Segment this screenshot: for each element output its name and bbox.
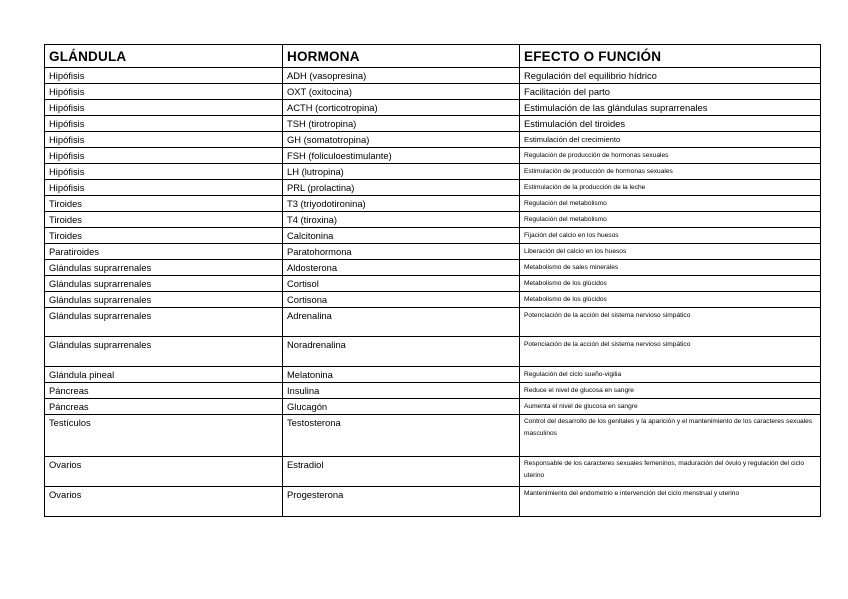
gland-cell: Paratiroides xyxy=(45,244,283,260)
gland-cell: Testículos xyxy=(45,415,283,457)
header-hormone: HORMONA xyxy=(283,45,520,68)
effect-cell: Metabolismo de sales minerales xyxy=(520,260,821,276)
hormone-cell: Cortisona xyxy=(283,292,520,308)
gland-cell: Glándulas suprarrenales xyxy=(45,308,283,337)
effect-cell: Control del desarrollo de los genitales y la aparición y el mantenimiento de los caracteres sexuales masculinos xyxy=(520,415,821,457)
effect-cell: Metabolismo de los glúcidos xyxy=(520,276,821,292)
table-row xyxy=(45,196,821,212)
hormone-cell: Estradiol xyxy=(283,457,520,487)
gland-cell: Hipófisis xyxy=(45,180,283,196)
gland-cell: Hipófisis xyxy=(45,164,283,180)
hormone-cell: Melatonina xyxy=(283,367,520,383)
effect-cell: Fijación del calcio en los huesos xyxy=(520,228,821,244)
hormone-cell: GH (somatotropina) xyxy=(283,132,520,148)
table-row xyxy=(45,308,821,337)
effect-cell: Regulación del metabolismo xyxy=(520,212,821,228)
hormone-cell: ACTH (corticotropina) xyxy=(283,100,520,116)
gland-cell: Glándulas suprarrenales xyxy=(45,260,283,276)
effect-cell: Estimulación de las glándulas suprarrenales xyxy=(520,100,821,116)
hormone-cell: LH (lutropina) xyxy=(283,164,520,180)
hormone-cell: Cortisol xyxy=(283,276,520,292)
table-row xyxy=(45,260,821,276)
table-row xyxy=(45,457,821,487)
gland-cell: Tiroides xyxy=(45,212,283,228)
gland-cell: Hipófisis xyxy=(45,148,283,164)
hormone-cell: T4 (tiroxina) xyxy=(283,212,520,228)
hormone-cell: Aldosterona xyxy=(283,260,520,276)
hormone-cell: PRL (prolactina) xyxy=(283,180,520,196)
table-row xyxy=(45,337,821,367)
effect-cell: Potenciación de la acción del sistema nervioso simpático xyxy=(520,337,821,367)
hormone-cell: Calcitonina xyxy=(283,228,520,244)
hormone-cell: OXT (oxitocina) xyxy=(283,84,520,100)
table-header-row xyxy=(45,45,821,68)
table-row xyxy=(45,367,821,383)
hormone-cell: Glucagón xyxy=(283,399,520,415)
gland-cell: Ovarios xyxy=(45,457,283,487)
gland-cell: Páncreas xyxy=(45,383,283,399)
gland-cell: Hipófisis xyxy=(45,84,283,100)
effect-cell: Facilitación del parto xyxy=(520,84,821,100)
header-effect: EFECTO O FUNCIÓN xyxy=(520,45,821,68)
hormone-cell: Noradrenalina xyxy=(283,337,520,367)
gland-cell: Hipófisis xyxy=(45,116,283,132)
effect-cell: Estimulación de la producción de la leche xyxy=(520,180,821,196)
gland-cell: Páncreas xyxy=(45,399,283,415)
effect-cell: Mantenimiento del endometrio e intervención del ciclo menstrual y uterino xyxy=(520,487,821,517)
table-row xyxy=(45,100,821,116)
table-row xyxy=(45,383,821,399)
hormone-cell: TSH (tirotropina) xyxy=(283,116,520,132)
effect-cell: Regulación del ciclo sueño-vigilia xyxy=(520,367,821,383)
hormone-cell: ADH (vasopresina) xyxy=(283,68,520,84)
hormone-cell: FSH (foliculoestimulante) xyxy=(283,148,520,164)
gland-cell: Glándulas suprarrenales xyxy=(45,337,283,367)
effect-cell: Estimulación del tiroides xyxy=(520,116,821,132)
gland-cell: Glándulas suprarrenales xyxy=(45,292,283,308)
hormone-cell: Adrenalina xyxy=(283,308,520,337)
effect-cell: Estimulación del crecimiento xyxy=(520,132,821,148)
table-row xyxy=(45,399,821,415)
effect-cell: Liberación del calcio en los huesos xyxy=(520,244,821,260)
effect-cell: Aumenta el nivel de glucosa en sangre xyxy=(520,399,821,415)
effect-cell: Regulación del metabolismo xyxy=(520,196,821,212)
effect-cell: Regulación de producción de hormonas sexuales xyxy=(520,148,821,164)
gland-cell: Hipófisis xyxy=(45,132,283,148)
hormone-cell: T3 (triyodotironina) xyxy=(283,196,520,212)
hormone-cell: Testosterona xyxy=(283,415,520,457)
effect-cell: Regulación del equilibrio hídrico xyxy=(520,68,821,84)
hormone-cell: Progesterona xyxy=(283,487,520,517)
table-row xyxy=(45,164,821,180)
table-row xyxy=(45,132,821,148)
table-row xyxy=(45,415,821,457)
gland-cell: Ovarios xyxy=(45,487,283,517)
table-row xyxy=(45,148,821,164)
gland-cell: Hipófisis xyxy=(45,100,283,116)
effect-cell: Responsable de los caracteres sexuales femeninos, maduración del óvulo y regulación del ciclo uterino xyxy=(520,457,821,487)
gland-cell: Tiroides xyxy=(45,196,283,212)
table-row xyxy=(45,487,821,517)
table-row xyxy=(45,244,821,260)
table-row xyxy=(45,212,821,228)
gland-cell: Glándula pineal xyxy=(45,367,283,383)
header-gland: GLÁNDULA xyxy=(45,45,283,68)
effect-cell: Estimulación de producción de hormonas sexuales xyxy=(520,164,821,180)
table-row xyxy=(45,84,821,100)
effect-cell: Reduce el nivel de glucosa en sangre xyxy=(520,383,821,399)
table-row xyxy=(45,292,821,308)
hormone-cell: Insulina xyxy=(283,383,520,399)
table-row xyxy=(45,276,821,292)
hormone-cell: Paratohormona xyxy=(283,244,520,260)
table-row xyxy=(45,68,821,84)
effect-cell: Potenciación de la acción del sistema nervioso simpático xyxy=(520,308,821,337)
table-row xyxy=(45,228,821,244)
table-row xyxy=(45,116,821,132)
gland-cell: Glándulas suprarrenales xyxy=(45,276,283,292)
hormone-table xyxy=(44,44,821,517)
gland-cell: Tiroides xyxy=(45,228,283,244)
gland-cell: Hipófisis xyxy=(45,68,283,84)
effect-cell: Metabolismo de los glúcidos xyxy=(520,292,821,308)
table-row xyxy=(45,180,821,196)
